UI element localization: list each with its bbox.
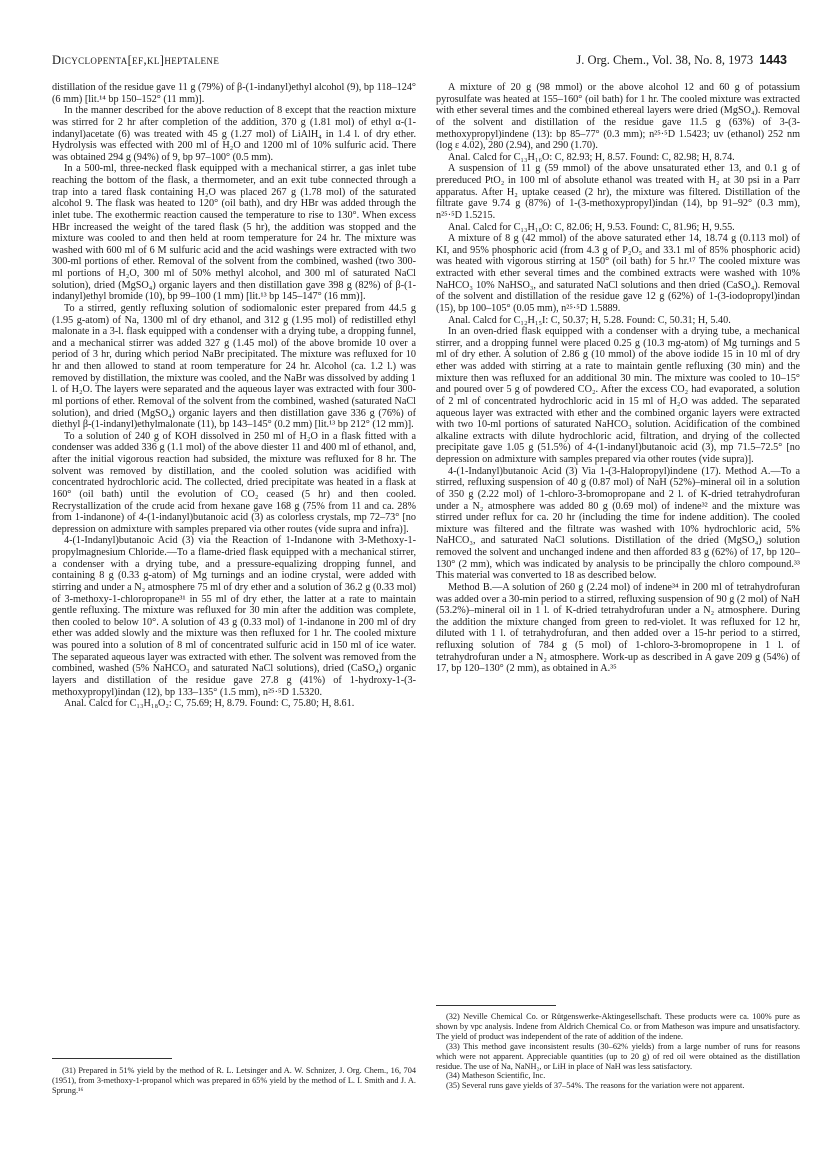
paragraph: 4-(1-Indanyl)butanoic Acid (3) via the Reaction of 1-Indanone with 3-Methoxy-1-propylmagnesium Chloride.—To a flame-dried flask equipped with a mechanical stirrer, a condenser with a drying tube, and a pressure-equalizing dropping funnel, and containing 8 g (0.33 g-atom) of Mg turnings and an iodine crystal, were added with stirring and under a N₂ atmosphere 75 ml of dry ether and a solution of 36.2 g (0.33 mol) of 3-methoxy-1-chloropropane³¹ in 55 ml of dry ether, the latter at a rate to maintain gentle refluxing. The mixture was refluxed for 30 min after the addition was complete, then cooled to below 10°. A solution of 43 g (0.33 mol) of 1-indanone in 200 ml of dry ether was added slowly and the mixture was then refluxed for 1 hr. The cooled mixture was poured into a solution of 8 ml of concentrated sulfuric acid in 150 ml of ice water. The separated aqueous layer was extracted with ether. The solvent was removed from the combined, washed (5% NaHCO₃ and saturated NaCl solutions), dried (CaSO₄) organic layers and distillation of the residue gave 27.8 g (41%) of 1-hydroxy-1-(3-methoxypropyl)indan (12), bp 133–135° (1.5 mm), n²⁵·⁵D 1.5320. [52,535,416,698]
paragraph: 4-(1-Indanyl)butanoic Acid (3) Via 1-(3-Halopropyl)indene (17). Method A.—To a stirred, refluxing suspension of 40 g (0.87 mol) of NaH (52%)–mineral oil in a solution of 350 g (2.22 mol) of 1-chloro-3-bromopropane and 2 l. of K-dried tetrahydrofuran under a N₂ atmosphere was added 80 g (0.69 mol) of indene³² and the mixture was stirred under reflux for ca. 20 hr (including the time for indene addition). The cooled mixture was filtered and the filtrate was washed with 10% hydrochloric acid, 5% NaHCO₃, and saturated NaCl solutions. Distillation of the dried (MgSO₄) solution removed the solvent and unchanged indene and then afforded 83 g (62%) of 17, bp 120–130° (2 mm), which was indicated by analysis to be principally the chloro compound.³³ This material was converted to 18 as described below. [436,465,800,582]
journal-citation: J. Org. Chem., Vol. 38, No. 8, 1973 [576,53,754,67]
paragraph: To a solution of 240 g of KOH dissolved in 250 ml of H₂O in a flask fitted with a condenser was added 336 g (1.1 mol) of the above diester 11 and 400 ml of ethanol, and, after the initial vigorous reaction had subsided, the mixture was refluxed for 8 hr. The solvent was removed by distillation, and the cooled solution was acidified with concentrated hydrochloric acid. The collected, dried precipitate was heated in a flask at 160° (oil bath) until the evolution of CO₂ ceased (5 hr) and then cooled. Recrystallization of the crude acid from hexane gave 168 g (75% from 11 and ca. 28% from 1-indanone) of 4-(1-indanyl)butanoic acid (3) as colorless crystals, mp 72–73° [no depression on admixture with samples prepared via other routes (vide supra and infra)]. [52,430,416,535]
paragraph: A mixture of 20 g (98 mmol) or the above alcohol 12 and 60 g of potassium pyrosulfate was heated at 155–160° (oil bath) for 1 hr. The cooled mixture was extracted with ether several times and the combined ethereal layers were dried (MgSO₄). Removal of the solvent and distillation of the residue gave 11.5 g (63%) of 3-(3-methoxypropyl)indene (13): bp 85–77° (0.3 mm); n²⁵·⁵D 1.5423; uv (ethanol) 252 nm (log ε 4.02), 280 (2.94), and 290 (1.70). [436,82,800,152]
footnotes-left [52,1066,416,1096]
paragraph: Method B.—A solution of 260 g (2.24 mol) of indene³⁴ in 200 ml of tetrahydrofuran was added over a 30-min period to a stirred, refluxing suspension of 90 g (2 mol) of NaH (53.2%)–mineral oil in 1 l. of K-dried tetrahydrofuran under a N₂ atmosphere. During the addition the mixture changed from green to red-violet. It was refluxed for 12 hr, diluted with 1 l. of tetrahydrofuran, and then added over a 15-hr period to a stirred, refluxing solution of 784 g (5 mol) of 1-chloro-3-bromopropene in 1 l. of tetrahydrofuran under a N₂ atmosphere. Work-up as described in A gave 209 g (54%) of 17, bp 120–130° (2 mm), as obtained in A.³⁵ [436,581,800,675]
footnote: (34) Matheson Scientific, Inc. [446,1071,546,1081]
footnote: (32) Neville Chemical Co. or Rütgenswerke-Aktingesellschaft. These products were ca. 100% pure as shown by vpc analysis. Indene from Aldrich Chemical Co. or from Matheson was impure and unsatisfactory. The yield of product was independent of the rate of addition of the indene. [436,1012,800,1041]
paragraph: In a 500-ml, three-necked flask equipped with a mechanical stirrer, a gas inlet tube reaching the bottom of the flask, a thermometer, and an exit tube connected through a trap into a tared flask containing H₂O was placed 267 g (1.78 mol) of the saturated alcohol 9. The flask was heated to 120° (oil bath), and dry HBr was added through the inlet tube. The exothermic reaction caused the temperature to rise to 130°. When excess HBr increased the weight of the tared flask (5 hr), the addition was stopped and the mixture was cooled to and then held at room temperature for 24 hr. The mixture was washed with 600 ml of 6 M sulfuric acid and the acid washings were extracted with two 300-ml portions of ether. Removal of the solvent from the combined, washed (two 300-ml portions of H₂O, 300 ml of 50% methyl alcohol, and 300 ml of saturated NaCl solution), dried (MgSO₄) organic layers and then distillation gave 398 g (82%) of β-(1-indanyl)ethyl bromide (10), bp 99–100 (1 mm) [lit.¹³ bp 145–147° (16 mm)]. [52,163,416,303]
paragraph: In the manner described for the above reduction of 8 except that the reaction mixture was stirred for 2 hr after completion of the addition, 370 g (1.81 mol) of ethyl α-(1-indanyl)acetate (6) was treated with 45 g (1.27 mol) of LiAlH₄ in 1.4 l. of dry ether. Hydrolysis was effected with 200 ml of H₂O and 1200 ml of 10% sulfuric acid. There was obtained 294 g (94%) of 9, bp 97–100° (0.5 mm). [52,105,416,163]
paragraph: To a stirred, gently refluxing solution of sodiomalonic ester prepared from 44.5 g (1.95 g-atom) of Na, 1300 ml of dry ethanol, and 312 g (1.95 mol) of redistilled ethyl malonate in a 3-l. flask equipped with a condenser with a drying tube, a dropping funnel, and a mechanical stirrer was added 327 g (1.45 mol) of the above bromide 10 over a period of 3 hr, during which period NaBr precipitated. The mixture was refluxed for 10 hr and then allowed to stand at room temperature for 24 hr. Alcohol (ca. 1.2 l.) was removed by distillation, the mixture was cooled, and the NaBr was dissolved by adding 1 l. of H₂O. The layers were separated and the aqueous layer was extracted with four 300-ml portions of ether. Removal of the solvent from the combined, washed (saturated NaCl solution), and dried (MgSO₄) organic layers and then distillation gave 336 g (76%) of diethyl β-(1-indanyl)ethylmalonate (11), bp 143–145° (0.2 mm) [lit.¹³ bp 212° (12 mm)]. [52,302,416,431]
paragraph: Anal. Calcd for C₁₃H₁₈O: C, 82.06; H, 9.53. Found: C, 81.96; H, 9.55. [448,221,735,233]
footnote-rule-right [436,1005,556,1006]
footnotes-right [436,1012,800,1091]
paragraph: distillation of the residue gave 11 g (79%) of β-(1-indanyl)ethyl alcohol (9), bp 118–124° (6 mm) [lit.¹⁴ bp 150–152° (11 mm)]. [52,82,416,105]
footnote: (35) Several runs gave yields of 37–54%. The reasons for the variation were not apparent. [446,1081,745,1091]
paragraph: Anal. Calcd for C₁₃H₁₆O: C, 82.93; H, 8.57. Found: C, 82.98; H, 8.74. [448,151,735,163]
running-head-journal [576,53,787,68]
left-column [52,82,416,710]
paragraph: A suspension of 11 g (59 mmol) of the above unsaturated ether 13, and 0.1 g of prereduced PtO₂ in 100 ml of absolute ethanol was treated with H₂ at 30 psi in a Parr apparatus. After H₂ uptake ceased (2 hr), the mixture was filtered. Distillation of the filtrate gave 9.74 g (87%) of 1-(3-methoxypropyl)indan (14), bp 91–92° (0.3 mm), n²⁵·⁵D 1.5215. [436,163,800,221]
right-column [436,82,800,675]
footnote-rule-left [52,1058,172,1059]
running-head-title: Dicyclopenta[ef,kl]heptalene [52,53,220,67]
footnote: (31) Prepared in 51% yield by the method of R. L. Letsinger and A. W. Schnizer, J. Org. Chem., 16, 704 (1951), from 3-methoxy-1-propanol which was prepared in 65% yield by the method of L. I. Smith and J. A. Sprung.¹⁶ [52,1066,416,1095]
paragraph: A mixture of 8 g (42 mmol) of the above saturated ether 14, 18.74 g (0.113 mol) of KI, and 95% phosphoric acid (from 4.3 g of P₂O₅ and 33.1 ml of 85% phosphoric acid) was heated with vigorous stirring at 150° (oil bath) for 5 hr.¹⁷ The cooled mixture was extracted with ether several times and the combined extracts were washed with 10% NaHCO₃ 10% NaHSO₃, and saturated NaCl solutions and then dried (CaSO₄). Removal of the solvent and distillation of the residue gave 12 g (62%) of 1-(3-iodopropyl)indan (15), bp 100–105° (0.05 mm), n²⁵·⁵D 1.5889. [436,233,800,314]
page-number: 1443 [759,53,787,67]
paragraph: In an oven-dried flask equipped with a condenser with a drying tube, a mechanical stirrer, and a dropping funnel were placed 0.25 g (10.3 mg-atom) of Mg turnings and 5 ml of dry ether. A solution of 2.86 g (10 mmol) of the above iodide 15 in 10 ml of dry ether was added with stirring at a rate to maintain gentle refluxing (30 min) and the mixture then was refluxed for an additional 30 min. The mixture was cooled to 10–15° and poured over 5 g of powdered CO₂. After the excess CO₂ had evaporated, a solution of 2 ml of concentrated hydrochloric acid in 15 ml of H₂O was added. The separated aqueous layer was extracted with ether and the combined organic layers were extracted with two 10-ml portions of saturated NaHCO₃ solution. Acidification of the combined alkaline extracts with dilute hydrochloric acid, filtration, and drying of the collected precipitate gave 1.05 g (51.5%) of 4-(1-indanyl)butanoic acid (3), mp 71.5–72.5° [no depression on admixture with samples prepared via other routes (vide supra)]. [436,326,800,465]
footnote: (33) This method gave inconsistent results (30–62% yields) from a large number of runs for reasons which were not apparent. Appreciable quantities (up to 20 g) of red oil were obtained as the distillation residue. The use of Na, NaNH₂, or LiH in place of NaH was less satisfactory. [436,1041,800,1071]
paragraph: Anal. Calcd for C₁₂H₁₅I: C, 50.37; H, 5.28. Found: C, 50.31; H, 5.40. [448,314,731,326]
paragraph: Anal. Calcd for C₁₃H₁₈O₂: C, 75.69; H, 8.79. Found: C, 75.80; H, 8.61. [64,698,355,710]
